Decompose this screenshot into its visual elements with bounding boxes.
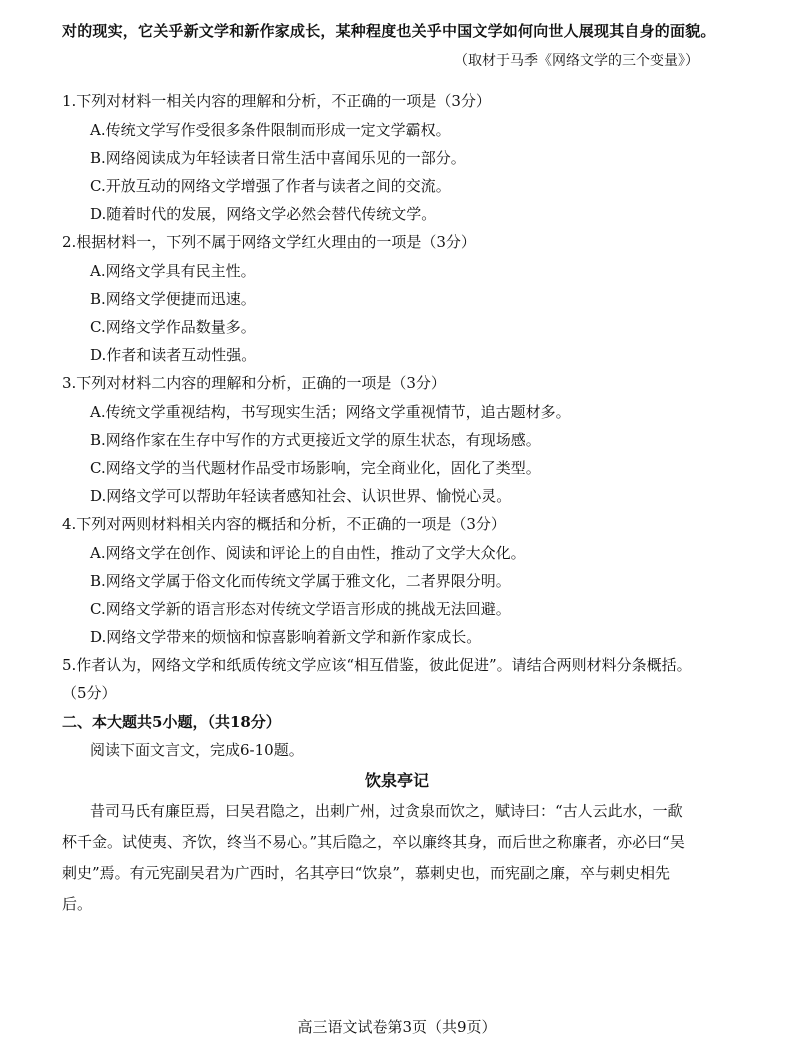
question-4-stem: 4.下列对两则材料相关内容的概括和分析，不正确的一项是（3分）	[62, 515, 506, 533]
page-footer: 高三语文试卷第3页（共9页）	[297, 1018, 497, 1036]
passage-source: （取材于马季《网络文学的三个变量》）	[454, 53, 699, 69]
essay-line-3: 刺史”焉。有元宪副吴君为广西时，名其亭曰“饮泉”，慕刺史也，而宪副之廉，卒与刺史相先	[62, 864, 671, 882]
section-2-heading: 二、本大题共5小题，（共18分）	[62, 713, 281, 731]
question-4-option-a: A.网络文学在创作、阅读和评论上的自由性，推动了文学大众化。	[90, 544, 526, 562]
question-1-option-a: A.传统文学写作受很多条件限制而形成一定文学霸权。	[90, 121, 451, 139]
question-3-option-b: B.网络作家在生存中写作的方式更接近文学的原生状态，有现场感。	[90, 431, 541, 449]
question-3-option-a: A.传统文学重视结构，书写现实生活；网络文学重视情节，追古题材多。	[90, 403, 571, 421]
question-5-line-2: （5分）	[62, 684, 117, 702]
question-1-option-c: C.开放互动的网络文学增强了作者与读者之间的交流。	[90, 177, 451, 195]
question-4-option-b: B.网络文学属于俗文化而传统文学属于雅文化，二者界限分明。	[90, 572, 511, 590]
question-1-option-b: B.网络阅读成为年轻读者日常生活中喜闻乐见的一部分。	[90, 149, 466, 167]
question-3-stem: 3.下列对材料二内容的理解和分析，正确的一项是（3分）	[62, 374, 446, 392]
essay-title: 饮泉亭记	[364, 771, 429, 790]
question-4-option-c: C.网络文学新的语言形态对传统文学语言形成的挑战无法回避。	[90, 600, 511, 618]
question-2-option-a: A.网络文学具有民主性。	[90, 262, 256, 280]
question-3-option-c: C.网络文学的当代题材作品受市场影响，完全商业化，固化了类型。	[90, 459, 541, 477]
section-2-instruction: 阅读下面文言文，完成6-10题。	[90, 741, 304, 759]
essay-line-4: 后。	[62, 895, 93, 913]
passage-tail: 对的现实，它关乎新文学和新作家成长，某种程度也关乎中国文学如何向世人展现其自身的面貌。	[62, 22, 716, 40]
question-1-stem: 1.下列对材料一相关内容的理解和分析，不正确的一项是（3分）	[62, 92, 491, 110]
question-2-option-d: D.作者和读者互动性强。	[90, 346, 257, 364]
question-2-option-b: B.网络文学便捷而迅速。	[90, 290, 256, 308]
question-4-option-d: D.网络文学带来的烦恼和惊喜影响着新文学和新作家成长。	[90, 628, 482, 646]
essay-line-1: 昔司马氏有廉臣焉，曰吴君隐之，出刺广州，过贪泉而饮之，赋诗曰：“古人云此水，一歃	[90, 802, 683, 820]
question-1-option-d: D.随着时代的发展，网络文学必然会替代传统文学。	[90, 205, 437, 223]
question-2-stem: 2.根据材料一，下列不属于网络文学红火理由的一项是（3分）	[62, 233, 476, 251]
question-5-line-1: 5.作者认为，网络文学和纸质传统文学应该“相互借鉴，彼此促进”。请结合两则材料分条概括。	[62, 656, 692, 674]
question-2-option-c: C.网络文学作品数量多。	[90, 318, 256, 336]
question-3-option-d: D.网络文学可以帮助年轻读者感知社会、认识世界、愉悦心灵。	[90, 487, 512, 505]
essay-line-2: 杯千金。试使夷、齐饮，终当不易心。”其后隐之，卒以廉终其身，而后世之称廉者，亦必曰“吴	[62, 833, 685, 851]
